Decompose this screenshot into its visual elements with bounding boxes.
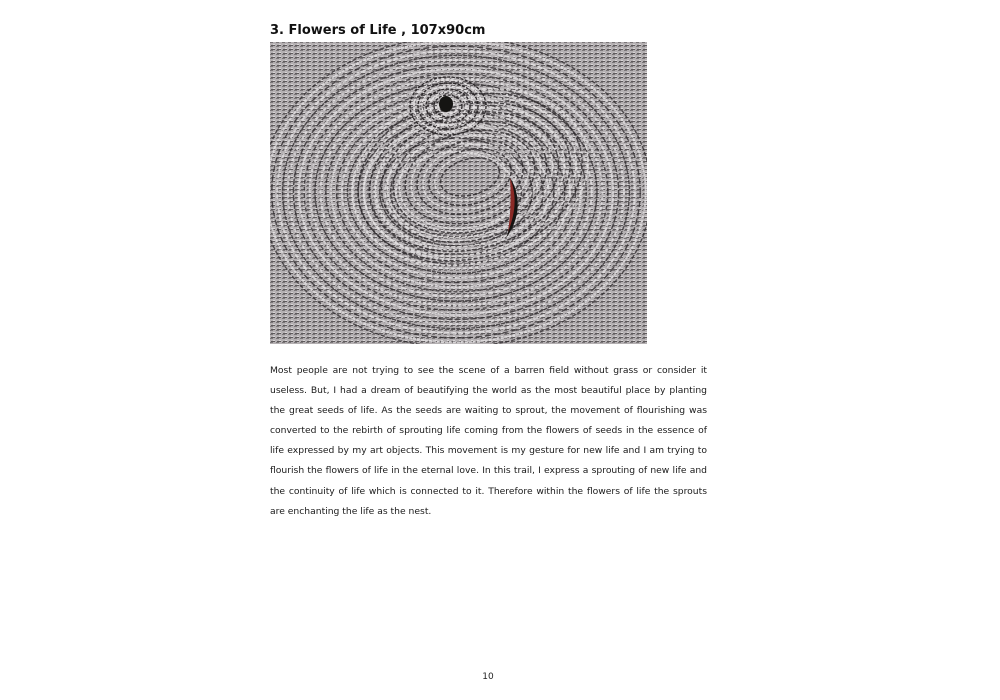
artwork-image [270,42,647,344]
page-number: 10 [482,672,494,682]
seed-dark [439,96,453,112]
body-paragraph: Most people are not trying to see the scene of a barren field without grass or consider it useless. But, I had a dream of beautifying the world as the most beautiful place by planting the great seeds of life. As the seeds are waiting to sprout, the movement of flourishing was converted to the rebirth of sprouting life coming from the flowers of seeds in the essence of life expressed by my art objects. This movement is my gesture for new life and I am trying to flourish the flowers of life in the eternal love. In this trail, I express a sprouting of new life and the continuity of life which is connected to it. Therefore within the flowers of life the sprouts are enchanting the life as the nest. [270,365,707,517]
swirl-painting-icon [270,42,647,344]
section-title: 3. Flowers of Life , 107x90cm [270,23,486,38]
